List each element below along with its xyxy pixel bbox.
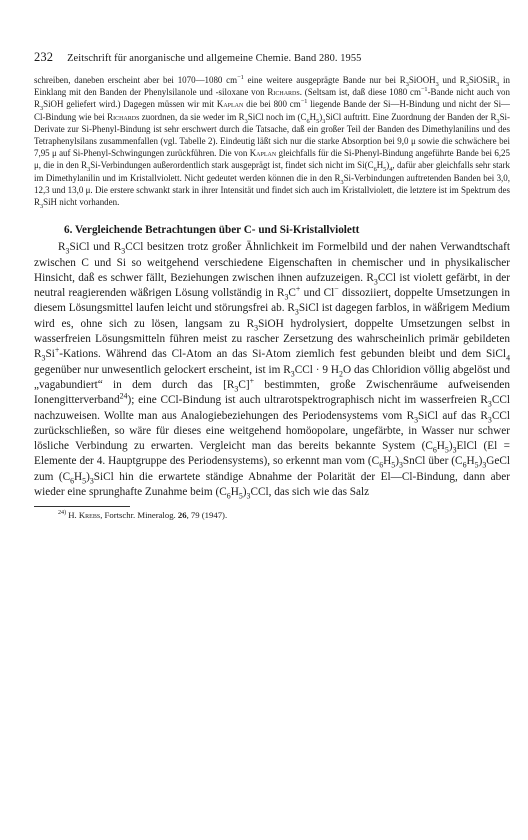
journal-title: Zeitschrift für anorganische und allgemeine Chemie. Band 280. 1955 <box>67 53 362 64</box>
body-text <box>34 240 510 500</box>
section-heading: 6. Vergleichende Betrachtungen über C- und Si-Kristallviolett <box>64 224 360 237</box>
footnote-rest: , 79 (1947). <box>186 510 228 521</box>
footnote-marker: 24) <box>58 510 67 517</box>
running-header <box>34 50 510 65</box>
paragraph: schreiben, daneben erscheint aber bei 1070—1080 $cm^{-1}$ eine weitere ausgeprägte Bande nur bei $R_3SiOOH_3$ und $R_3SiOSiR_3$ in Einklang mit den Banden der Phenylsilanole und -siloxane von Richards. (Seltsam ist, daß diese 1080 $cm^{-1}$-Bande nicht auch von $R_3SiOH$ geliefert wird.) Dagegen müssen wir mit Kaplan die bei 800 $cm^{-1}$ liegende Bande der Si—H-Bindung und nicht der Si—Cl-Bindung wie bei Richards zuordnen, da sie weder im $R_3SiCl$ noch im $(C_6H_5)_3SiCl$ auftritt. Eine Zuordnung der Banden der $R_3Si$-Derivate zur Si-Phenyl-Bindung ist sehr erschwert durch die Tatsache, daß ein großer Teil der Banden des Dimethylanilins und des Tetraphenylsilans zusammenfallen (vgl. Tabelle 2). Eindeutig läßt sich nur die starke Absorption bei 9,0 μ sowie die schwächere bei 7,95 μ auf Si-Phenyl-Schwingungen zurückführen. Die von Kaplan gleichfalls für die Si-Phenyl-Bindung angeführte Bande bei 6,25 μ, die in den $R_3Si$-Verbindungen außerordentlich stark ausgeprägt ist, findet sich nicht im $Si(C_6H_5)_4$, dafür aber gleichfalls sehr stark im Dimethylanilin und im Kristallviolett. Nicht gedeutet werden können die in den $R_3Si$-Verbindungen auftretenden Banden bei 3,0, 12,3 und 13,0 μ. Die erstere schwankt stark in ihrer Intensität und findet sich auch im Kristallviolett, die letztere ist im Spektrum des $R_3SiH$ nicht vorhanden. <box>34 74 511 210</box>
page-number: 232 <box>34 50 54 64</box>
footnote-rule <box>34 506 130 507</box>
paragraph: $R_3SiCl$ und $R_3CCl$ besitzen trotz großer Ähnlichkeit im Formelbild und der nahen Verwandtschaft zwischen C und Si so weitgehend verschiedene Eigenschaften in chemischer und in physikalischer Hinsicht, daß es schwer fällt, Beziehungen zwischen ihnen aufzuzeigen. $R_3CCl$ ist violett gefärbt, in der neutral reagierenden wäßrigen Lösung vollständig in $R_3C^+$ und Cl− dissoziiert, doppelte Umsetzungen in diesem Lösungsmittel laufen leicht und störungsfrei ab. $R_3SiCl$ ist dagegen farblos, in wäßrigem Medium wird es, ohne sich zu lösen, langsam zu $R_3SiOH$ hydrolysiert, doppelte Umsetzungen selbst in wasserfreien Lösungsmitteln führen meist zu rascher Zersetzung des wahrscheinlich primär gebildeten $R_3Si^+$-Kations. Während das Cl-Atom an das Si-Atom ziemlich fest gebunden bleibt und dem SiCl$_4$ gegenüber nur unwesentlich gelockert erscheint, ist im $R_3CCl \cdot 9$ $H_2O$ das Chloridion völlig abgelöst und „vagabundiert“ in dem durch das $[R_3C]^+$ bestimmten, große Zwischenräume aufweisenden Ionengitterverband$^{24}$); eine CCl-Bindung ist auch ultrarotspektrographisch nicht im wasserfreien $R_3CCl$ nachzuweisen. Wollte man aus Analogiebeziehungen des Periodensystems vom $R_3SiCl$ auf das $R_3CCl$ zurückschließen, so wäre für dieses eine weitgehend homöopolare, ungefärbte, in Wasser nur schwer lösliche Verbindung zu erwarten. Vergleicht man das bereits bekannte System $(C_6H_5)_3ElCl$ (El = Elemente der 4. Hauptgruppe des Periodensystems), so erkennt man vom $(C_6H_5)_3SnCl$ über $(C_6H_5)_3GeCl$ zum $(C_6H_5)_3SiCl$ hin die erwartete ständige Abnahme der Polarität der El—Cl-Bindung, dann aber wieder eine sprunghafte Zunahme beim $(C_6H_5)_3CCl$, das sich wie das Salz <box>34 241 511 501</box>
footnote-volume: 26 <box>177 510 187 521</box>
footnote-text: , Fortschr. Mineralog. <box>100 510 178 521</box>
footnote-author: H. Krebs <box>68 510 101 521</box>
footnote <box>34 510 510 521</box>
page <box>34 50 510 521</box>
body-text-small <box>34 74 510 208</box>
